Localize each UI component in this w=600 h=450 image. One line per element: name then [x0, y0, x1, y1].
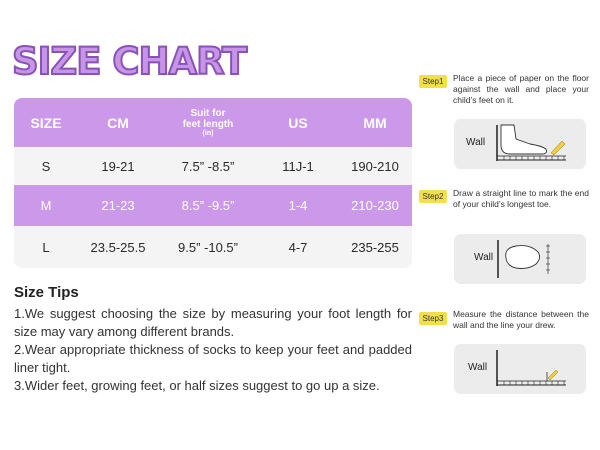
page-title: SIZE CHART	[12, 40, 247, 83]
cell-us: 11J-1	[282, 158, 314, 174]
foot-measure-icon	[454, 119, 586, 169]
size-tips-title: Size Tips	[14, 284, 79, 301]
cell-cm: 19-21	[101, 158, 135, 174]
cell-size: S	[41, 158, 51, 174]
cell-mm: 190-210	[351, 158, 399, 174]
header-suit-line2: feet length	[182, 118, 234, 130]
cell-feet-length: 9.5” -10.5”	[178, 239, 238, 255]
cell-us: 1-4	[288, 198, 308, 213]
header-cm: CM	[107, 114, 129, 131]
step2-illustration	[454, 234, 586, 284]
wall-label: Wall	[474, 252, 494, 263]
step3-illustration	[454, 344, 586, 394]
step3-text: Measure the distance between the wall and the line your drew.	[453, 309, 589, 330]
table-row	[14, 226, 412, 268]
size-tip: 1.We suggest choosing the size by measuring your foot length for size may vary among different brands.	[14, 306, 412, 339]
header-mm: MM	[363, 114, 387, 131]
step3-badge: Step3	[419, 312, 447, 325]
cell-mm: 210-230	[351, 198, 399, 213]
table-row	[14, 185, 412, 226]
size-chart-table	[14, 98, 412, 268]
header-size: SIZE	[30, 114, 62, 131]
footprint-icon	[454, 234, 586, 284]
header-suit-line1: Suit for	[190, 107, 226, 119]
wall-label: Wall	[466, 137, 486, 148]
header-us: US	[288, 114, 308, 131]
cell-cm: 23.5-25.5	[90, 239, 146, 255]
table-header-row	[14, 98, 412, 147]
ruler-icon	[454, 344, 586, 394]
cell-feet-length: 8.5” -9.5”	[181, 198, 235, 213]
header-suit-unit: (in)	[202, 129, 214, 137]
step1-illustration	[454, 119, 586, 169]
cell-feet-length: 7.5” -8.5”	[181, 158, 235, 174]
cell-us: 4-7	[288, 239, 308, 255]
cell-cm: 21-23	[101, 198, 135, 213]
wall-label: Wall	[468, 362, 488, 373]
header-feet-length	[158, 98, 258, 147]
cell-size: M	[40, 198, 52, 213]
table-row	[14, 147, 412, 185]
cell-mm: 235-255	[351, 239, 399, 255]
step2-badge: Step2	[419, 190, 447, 203]
cell-size: L	[42, 239, 50, 255]
size-tip: 2.Wear appropriate thickness of socks to keep your feet and padded liner tight.	[14, 342, 412, 375]
size-tip: 3.Wider feet, growing feet, or half sizes suggest to go up a size.	[14, 378, 380, 393]
step1-badge: Step1	[419, 75, 447, 88]
step2-text: Draw a straight line to mark the end of your child’s longest toe.	[453, 188, 589, 209]
step1-text: Place a piece of paper on the floor against the wall and place your child’s feet on it.	[453, 73, 589, 105]
